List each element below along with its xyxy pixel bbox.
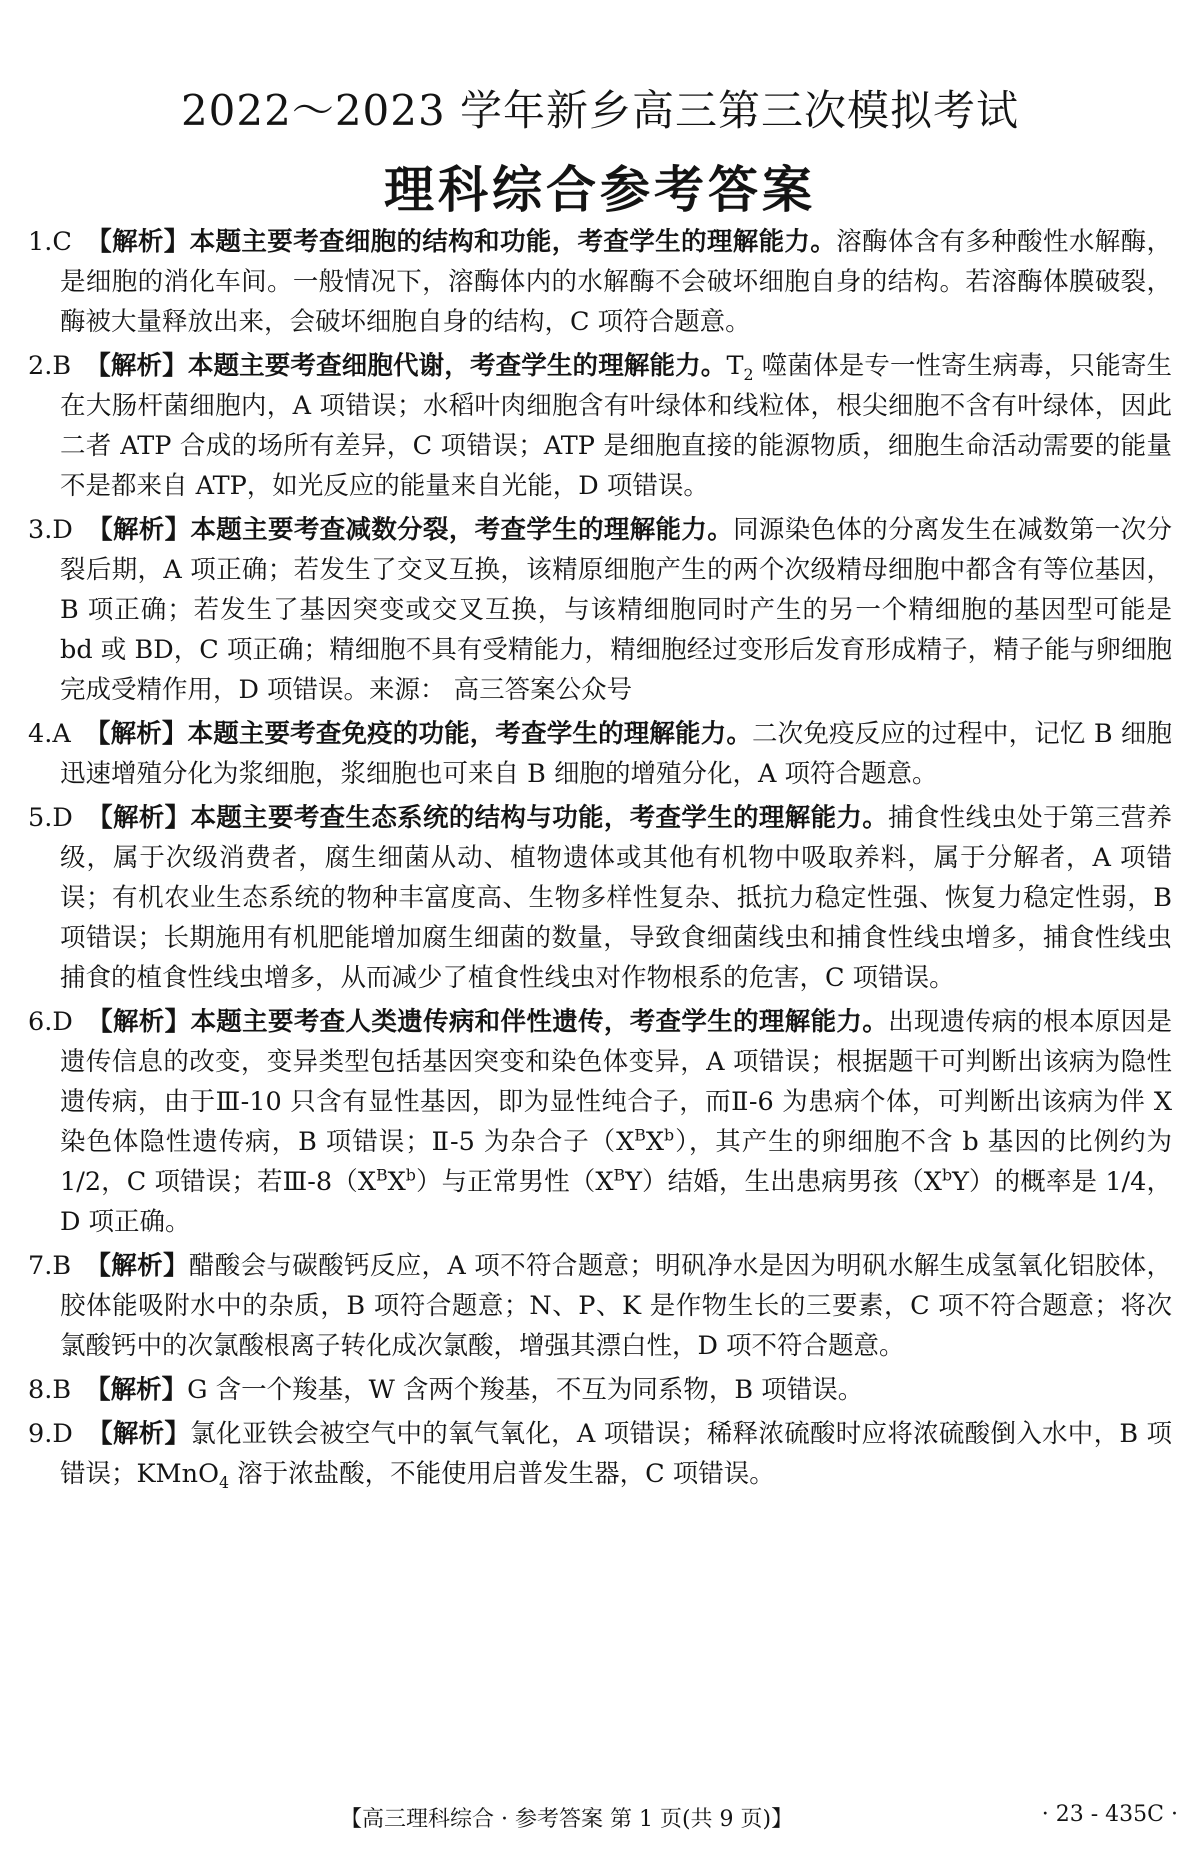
answer-number: 6.D xyxy=(28,1007,73,1037)
answer-number: 4.A xyxy=(28,719,71,749)
answer-body-prefix: T xyxy=(726,351,744,381)
analysis-tag: 【解析】 xyxy=(86,515,191,545)
answer-body: X xyxy=(645,1127,665,1157)
answer-body: 噬菌体是专一性寄生病毒，只能寄生在大肠杆菌细胞内，A 项错误；水稻叶肉细胞含有叶绿体和线粒体，根尖细胞不含有叶绿体，因此二者 ATP 合成的场所有差异，C 项错误；ATP 是细胞直接的能源物质，细胞生命活动需要的能量不是都来自 ATP，如光反应的能量来自光能，D 项错误。 xyxy=(60,351,1172,501)
answer-item-7 xyxy=(28,1246,1172,1366)
answer-item-5 xyxy=(28,798,1172,998)
page-subtitle: 理科综合参考答案 xyxy=(384,161,816,219)
analysis-tag: 【解析】 xyxy=(85,1375,188,1405)
answer-lead: 本题主要考查细胞代谢，考查学生的理解能力。 xyxy=(187,351,727,381)
superscript: B xyxy=(613,1165,626,1185)
answer-lead: 本题主要考查生态系统的结构与功能，考查学生的理解能力。 xyxy=(190,803,889,833)
superscript: B xyxy=(634,1125,646,1145)
answer-body: X xyxy=(387,1167,406,1197)
answer-number: 7.B xyxy=(28,1251,72,1281)
superscript: b xyxy=(941,1165,953,1185)
answer-body: 二次免疫反应的过程中，记忆 B 细胞迅速增殖分化为浆细胞，浆细胞也可来自 B 细胞的增殖分化，A 项符合题意。 xyxy=(60,719,1172,789)
analysis-tag: 【解析】 xyxy=(86,1007,191,1037)
answer-body: 同源染色体的分离发生在减数第一次分裂后期，A 项正确；若发生了交叉互换，该精原细胞产生的两个次级精母细胞中都含有等位基因，B 项正确；若发生了基因突变或交叉互换，与该精细胞同时产生的另一个精细胞的基因型可能是 bd 或 BD，C 项正确；精细胞不具有受精能力，精细胞经过变形后发育形成精子，精子能与卵细胞完成受精作用，D 项错误。来源： 高三答案公众号 xyxy=(60,515,1172,705)
answer-lead: 本题主要考查免疫的功能，考查学生的理解能力。 xyxy=(187,719,753,749)
answer-number: 1.C xyxy=(28,227,72,257)
answer-item-1 xyxy=(28,222,1172,342)
answer-body: 醋酸会与碳酸钙反应，A 项不符合题意；明矾净水是因为明矾水解生成氢氧化铝胶体，胶体能吸附水中的杂质，B 项符合题意；N、P、K 是作物生长的三要素，C 项不符合题意；将次氯酸钙中的次氯酸根离子转化成次氯酸，增强其漂白性，D 项不符合题意。 xyxy=(60,1251,1172,1361)
analysis-tag: 【解析】 xyxy=(84,719,188,749)
answer-body: 氯化亚铁会被空气中的氧气氧化，A 项错误；稀释浓硫酸时应将浓硫酸倒入水中，B 项错误；KMnO xyxy=(60,1419,1172,1489)
answer-body: ）与正常男性（X xyxy=(415,1167,614,1197)
analysis-tag: 【解析】 xyxy=(85,351,188,381)
answer-item-2 xyxy=(28,346,1172,506)
answer-item-3 xyxy=(28,510,1172,710)
answer-list xyxy=(28,222,1172,1498)
answer-lead: 本题主要考查人类遗传病和伴性遗传，考查学生的理解能力。 xyxy=(190,1007,889,1037)
answer-body: G 含一个羧基，W 含两个羧基，不互为同系物，B 项错误。 xyxy=(187,1375,864,1405)
answer-item-9 xyxy=(28,1414,1172,1494)
superscript: B xyxy=(376,1165,388,1185)
answer-item-4 xyxy=(28,714,1172,794)
answer-body: 出现遗传病的根本原因是遗传信息的改变，变异类型包括基因突变和染色体变异，A 项错误；根据题干可判断出该病为隐性遗传病，由于Ⅲ-10 只含有显性基因，即为显性纯合子，而Ⅱ-6 为患病个体，可判断出该病为伴 X 染色体隐性遗传病，B 项错误；Ⅱ-5 为杂合子（X xyxy=(60,1007,1172,1157)
page-title: 2022～2023 学年新乡高三第三次模拟考试 xyxy=(180,86,1020,135)
answer-item-6 xyxy=(28,1002,1172,1242)
subscript: 2 xyxy=(743,365,754,385)
page-footer xyxy=(0,1802,1200,1838)
superscript: b xyxy=(405,1165,416,1185)
answer-number: 8.B xyxy=(28,1375,72,1405)
footer-code: · 23 - 435C · xyxy=(1041,1802,1178,1827)
answer-body: 溶酶体含有多种酸性水解酶，是细胞的消化车间。一般情况下，溶酶体内的水解酶不会破坏细胞自身的结构。若溶酶体膜破裂，酶被大量释放出来，会破坏细胞自身的结构，C 项符合题意。 xyxy=(60,227,1172,337)
analysis-tag: 【解析】 xyxy=(86,803,191,833)
answer-lead: 本题主要考查细胞的结构和功能，考查学生的理解能力。 xyxy=(189,227,837,257)
analysis-tag: 【解析】 xyxy=(85,1251,189,1281)
subscript: 4 xyxy=(219,1473,230,1493)
answer-number: 9.D xyxy=(28,1419,73,1449)
answer-number: 5.D xyxy=(28,803,73,833)
answer-number: 2.B xyxy=(28,351,72,381)
answer-number: 3.D xyxy=(28,515,73,545)
analysis-tag: 【解析】 xyxy=(86,1419,191,1449)
answer-item-8 xyxy=(28,1370,1172,1410)
answer-body: 溶于浓盐酸，不能使用启普发生器，C 项错误。 xyxy=(229,1459,775,1489)
footer-page-info: 【高三理科综合 · 参考答案 第 1 页(共 9 页)】 xyxy=(340,1807,794,1832)
answer-body: ），其产生的卵细胞不含 b 基因的比例约为 1/2，C 项错误；若Ⅲ-8（X xyxy=(60,1127,1172,1197)
answer-body: 捕食性线虫处于第三营养级，属于次级消费者，腐生细菌从动、植物遗体或其他有机物中吸取养料，属于分解者，A 项错误；有机农业生态系统的物种丰富度高、生物多样性复杂、抵抗力稳定性强、恢复力稳定性弱，B 项错误；长期施用有机肥能增加腐生细菌的数量，导致食细菌线虫和捕食性线虫增多，捕食性线虫捕食的植食性线虫增多，从而减少了植食性线虫对作物根系的危害，C 项错误。 xyxy=(60,803,1172,993)
answer-body: Y）的概率是 1/4，D 项正确。 xyxy=(60,1167,1172,1237)
superscript: b xyxy=(664,1125,675,1145)
analysis-tag: 【解析】 xyxy=(85,227,190,257)
answer-lead: 本题主要考查减数分裂，考查学生的理解能力。 xyxy=(190,515,734,545)
answer-body: Y）结婚，生出患病男孩（X xyxy=(625,1167,942,1197)
